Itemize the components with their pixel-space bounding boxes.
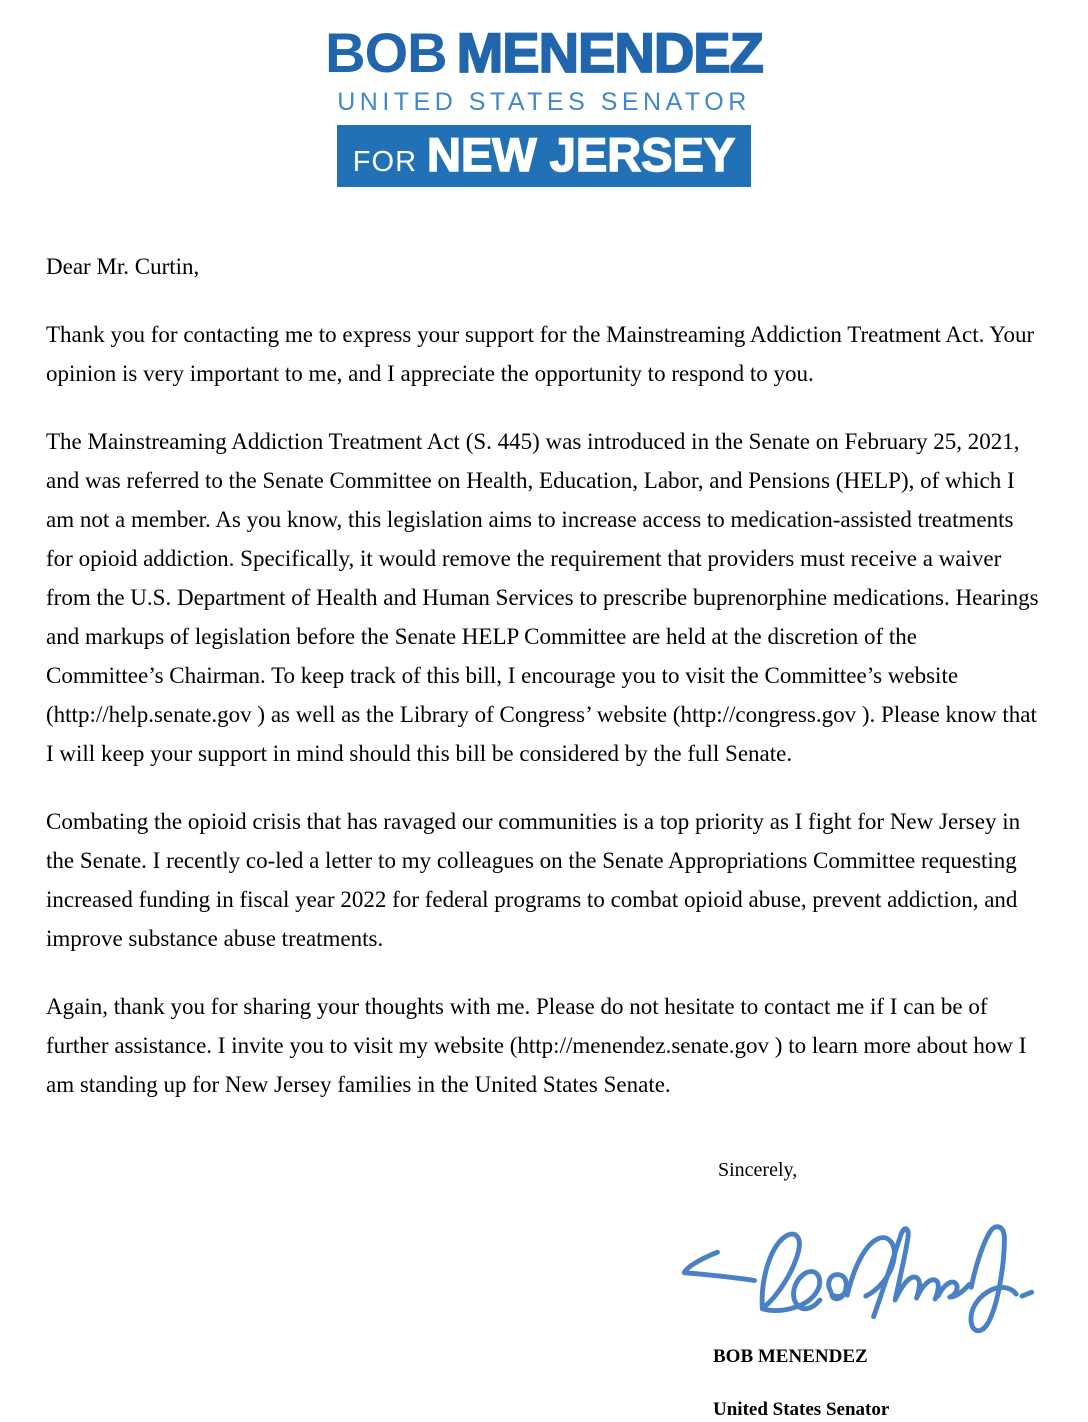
logo-name <box>0 21 1088 84</box>
logo-banner-prefix: FOR <box>352 146 418 178</box>
logo-name-first: BOB <box>325 21 447 84</box>
logo-name-last: MENENDEZ <box>456 21 763 84</box>
logo-state-banner <box>337 125 751 187</box>
valediction: Sincerely, <box>718 1159 798 1181</box>
paragraph-opioid-priority: Combating the opioid crisis that has ravaged our communities is a top priority as I fight for New Jersey in the Senate. I recently co-led a letter to my colleagues on the Senate Appropriations Committee requesting increased funding in fiscal year 2022 for federal programs to combat opioid abuse, prevent addiction, and improve substance abuse treatments. <box>46 809 1021 951</box>
paragraph-closing-thanks: Again, thank you for sharing your thoughts with me. Please do not hesitate to contact me if I can be of further assistance. I invite you to visit my website (http://menendez.senate.gov ) to learn more about how I am standing up for New Jersey families in the United States Senate. <box>46 994 1027 1097</box>
closing-block <box>678 1151 1058 1422</box>
paragraph-bill-details: The Mainstreaming Addiction Treatment Act (S. 445) was introduced in the Senate on February 25, 2021, and was referred to the Senate Committee on Health, Education, Labor, and Pensions (HELP), of which I am not a member. As you know, this legislation aims to increase access to medication-assisted treatments for opioid addiction. Specifically, it would remove the requirement that providers must receive a waiver from the U.S. Department of Health and Human Services to prescribe buprenorphine medications. Hearings and markups of legislation before the Senate HELP Committee are held at the discretion of the Committee’s Chairman. To keep track of this bill, I encourage you to visit the Committee’s website (http://help.senate.gov ) as well as the Library of Congress’ website (http://congress.gov ). Please know that I will keep your support in mind should this bill be considered by the full Senate. <box>46 429 1039 766</box>
senator-logo <box>0 0 1088 187</box>
signature-printed-name: BOB MENENDEZ <box>713 1346 868 1367</box>
logo-banner-state: NEW JERSEY <box>427 128 736 181</box>
paragraph-thanks: Thank you for contacting me to express your support for the Mainstreaming Addiction Treatment Act. Your opinion is very important to me, and I appreciate the opportunity to respond to you. <box>46 322 1035 386</box>
logo-subtitle: UNITED STATES SENATOR <box>337 88 751 116</box>
signature-handwriting-icon <box>678 1219 1058 1341</box>
letter-body <box>0 247 1088 1422</box>
salutation: Dear Mr. Curtin, <box>46 254 200 279</box>
signature-printed-title: United States Senator <box>713 1399 890 1420</box>
